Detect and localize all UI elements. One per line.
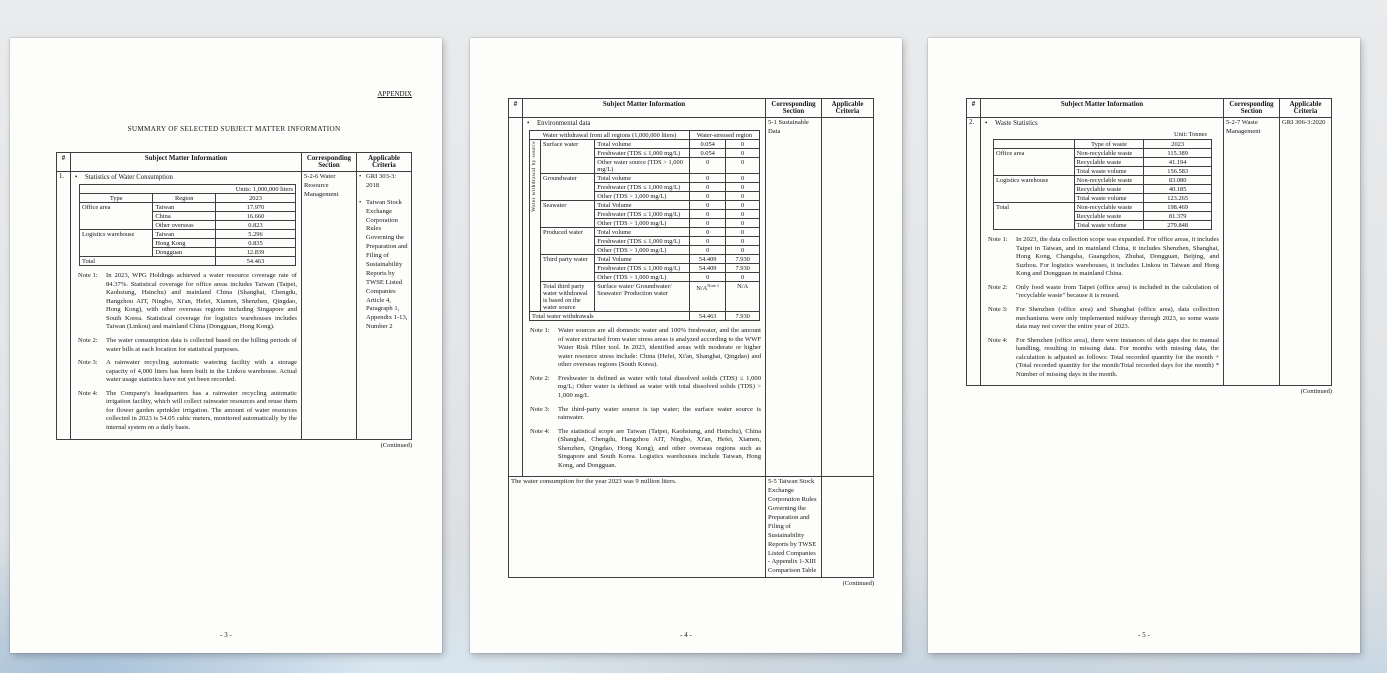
metric-cell: Freshwater (TDS ≤ 1,000 mg/L) [595, 237, 690, 246]
note [78, 359, 297, 385]
col-header-num: # [509, 99, 523, 118]
value-cell: 0 [689, 158, 725, 174]
value-cell: 81.379 [1144, 212, 1212, 221]
note [530, 375, 761, 401]
value-cell: 0.835 [216, 239, 296, 248]
corresponding-section: 5-2-6 Water Resource Management [302, 172, 357, 440]
source-cell: Produced water [540, 228, 594, 255]
value-cell: N/A [726, 282, 759, 312]
value-cell: 12.839 [216, 248, 296, 257]
source-cell: Groundwater [540, 174, 594, 201]
note-text: In 2023, WPG Holdings achieved a water resource coverage rate of 84.37%. Statistical coverage for office areas includes Taiwan (Taipei, Kaohsiung, Hsinchu) and mainland China (Shanghai, Chengdu, Hangzhou AIT, Ningbo, Xi'an, Hefei, Xiamen, Shenzhen, Qingdao, Hong Kong), with other overseas regions including Singapore and South Korea. Statistical coverage for logistics warehouses includes Taiwan (Linkou) and mainland China (Dongguan, Hong Kong). [106, 272, 297, 331]
subject-heading-text: Environmental data [537, 120, 591, 127]
metric-cell: Other (TDS > 1,000 mg/L) [595, 192, 690, 201]
bullet-icon: • [75, 174, 78, 181]
col-header-subject: Subject Matter Information [71, 153, 302, 172]
document-page-3 [10, 38, 442, 653]
value-cell: 0 [689, 246, 725, 255]
note [78, 337, 297, 354]
continued-label: (Continued) [380, 441, 412, 449]
applicable-criteria [822, 477, 874, 578]
note [988, 337, 1219, 380]
metric-cell: Freshwater (TDS ≤ 1,000 mg/L) [595, 264, 690, 273]
subject-cell [71, 172, 302, 440]
region-cell: Hong Kong [153, 239, 216, 248]
col-header-section: Corresponding Section [302, 153, 357, 172]
value-cell: 0 [726, 273, 759, 282]
summary-table-header-row [509, 99, 874, 118]
value-cell: 0 [689, 192, 725, 201]
value-cell: 83.080 [1144, 176, 1212, 185]
note-label: Note 3: [78, 359, 98, 367]
value-cell: 0 [726, 237, 759, 246]
value-cell: 198.469 [1144, 203, 1212, 212]
type-cell: Office area [80, 203, 153, 230]
value-cell: 0.054 [689, 149, 725, 158]
water-withdrawal-table [529, 130, 760, 321]
criteria-item [359, 199, 409, 332]
value-cell: 115.389 [1144, 149, 1212, 158]
value-cell: 5.296 [216, 230, 296, 239]
third-party-label: Total third party water withdrawal is based on the water source [540, 282, 594, 312]
note-label: Note 4: [78, 389, 98, 397]
table-row [994, 176, 1212, 185]
value-cell: 0 [726, 158, 759, 174]
water-consumption-statement: The water consumption for the year 2023 was 9 million liters. [509, 477, 766, 578]
waste-type-cell: Recyclable waste [1074, 185, 1144, 194]
table-row [530, 140, 760, 149]
col-header-subject: Subject Matter Information [523, 99, 766, 118]
total-row [80, 257, 296, 266]
note-reference: Note 1 [707, 282, 720, 288]
total-label: Total [80, 257, 216, 266]
side-label-cell [530, 140, 541, 312]
note [530, 406, 761, 423]
corresponding-section: 5-1 Sustainable Data [766, 118, 822, 477]
metric-cell: Other (TDS > 1,000 mg/L) [595, 273, 690, 282]
table-row [80, 230, 296, 239]
withdrawal-header-left: Water withdrawal from all regions (1,000,000 liters) [530, 131, 690, 140]
table-row [994, 149, 1212, 158]
subject-cell [523, 118, 766, 477]
metric-cell: Freshwater (TDS ≤ 1,000 mg/L) [595, 210, 690, 219]
note [78, 390, 297, 433]
note-text: For Shenzhen (office area) and Shanghai (office area), data collection mechanisms were only implemented midway through 2023, so some waste data may not cover the entire year of 2023. [1016, 305, 1219, 331]
col-2023: 2023 [216, 194, 296, 203]
document-page-4 [470, 38, 902, 653]
note-label: Note 3: [530, 405, 550, 413]
waste-statistics-table [993, 139, 1212, 230]
waste-type-cell: Recyclable waste [1074, 158, 1144, 167]
value-cell: 16.660 [216, 212, 296, 221]
row-number [509, 118, 523, 477]
metric-cell: Total volume [595, 140, 690, 149]
bullet-icon: • [985, 120, 988, 127]
metric-cell: Total Volume [595, 255, 690, 264]
note [988, 306, 1219, 332]
value-cell: 0 [689, 201, 725, 210]
subject-heading [985, 120, 1221, 127]
value-cell: 0 [726, 219, 759, 228]
value-cell: 0 [726, 192, 759, 201]
value-cell: 0.054 [689, 140, 725, 149]
unit-label: Unit: Tonnes [1174, 131, 1207, 138]
total-label: Total water withdrawals [530, 312, 690, 321]
page-number: - 4 - [680, 631, 692, 639]
value-cell: 7.930 [726, 255, 759, 264]
bullet-icon: • [527, 120, 530, 127]
value-cell: 17.970 [216, 203, 296, 212]
table-row [530, 255, 760, 264]
value-cell: 54.409 [689, 255, 725, 264]
value-cell: 0 [726, 210, 759, 219]
continued-label: (Continued) [842, 580, 874, 588]
value-cell: 0 [726, 228, 759, 237]
value-cell: 0 [726, 246, 759, 255]
value-cell: 0 [689, 273, 725, 282]
col-2023: 2023 [1144, 140, 1212, 149]
row-number: 1. [57, 172, 71, 440]
value-cell: 0.823 [216, 221, 296, 230]
table-row [530, 201, 760, 210]
value-cell: 41.194 [1144, 158, 1212, 167]
col-header-criteria: Applicable Criteria [1280, 99, 1332, 118]
table-row [994, 203, 1212, 212]
waste-type-cell: Recyclable waste [1074, 212, 1144, 221]
table-row [509, 477, 874, 578]
total-row [530, 312, 760, 321]
continued-label: (Continued) [1300, 388, 1332, 396]
document-title: SUMMARY OF SELECTED SUBJECT MATTER INFORMATION [127, 125, 341, 133]
page-3-content [10, 38, 442, 449]
total-value: 54.463 [689, 312, 725, 321]
note-text: For Shenzhen (office area), there were instances of data gaps due to manual handling, resulting in missing data. For months with missing data, the calculation is adjusted as follows: Total recorded quantity for the month + (Total recorded quantity for the month/Total recorded days for the month) * Number of missing days in the month. [1016, 336, 1219, 378]
col-blank [994, 140, 1075, 149]
col-header-section: Corresponding Section [766, 99, 822, 118]
table-row [967, 118, 1332, 386]
corresponding-section: 5-2-7 Waste Management [1224, 118, 1280, 386]
waste-type-cell: Total waste volume [1074, 221, 1144, 230]
note [988, 284, 1219, 301]
subject-heading [75, 174, 299, 181]
region-cell: Taiwan [153, 203, 216, 212]
col-header-criteria: Applicable Criteria [357, 153, 412, 172]
value-cell: 0 [689, 183, 725, 192]
region-cell: Taiwan [153, 230, 216, 239]
value-cell: 0 [689, 237, 725, 246]
note-label: Note 4: [988, 336, 1008, 344]
document-page-5 [928, 38, 1360, 653]
value-cell: $N/A^{Note 1}$ [689, 282, 725, 312]
criteria-text: Taiwan Stock Exchange Corporation Rules Governing the Preparation and Filing of Sustainability Reports by TWSE Listed Companies Article 4, Paragraph 1, Appendix 1-13, Number 2 [366, 198, 408, 331]
page-4-content [470, 98, 902, 587]
third-party-total-row [530, 282, 760, 312]
region-cell: China [153, 212, 216, 221]
waste-type-cell: Total waste volume [1074, 167, 1144, 176]
value-cell: 0 [726, 174, 759, 183]
note-text: The third-party water source is tap water; the surface water source is rainwater. [558, 405, 761, 422]
value-cell: 156.583 [1144, 167, 1212, 176]
metric-cell: Other (TDS > 1,000 mg/L) [595, 219, 690, 228]
corresponding-section: 5-5 Taiwan Stock Exchange Corporation Rules Governing the Preparation and Filing of Sustainability Reports by TWSE Listed Companies - Appendix 1-XIII Comparison Table [766, 477, 822, 578]
page-5-content [928, 98, 1360, 395]
withdrawal-header-right: Water-stressed region [689, 131, 759, 140]
note-label: Note 3: [988, 305, 1008, 313]
source-cell: Third party water [540, 255, 594, 282]
note-label: Note 2: [988, 283, 1008, 291]
table-row [530, 228, 760, 237]
total-value: 54.463 [216, 257, 296, 266]
summary-table [56, 152, 412, 440]
waste-type-cell: Non-recyclable waste [1074, 176, 1144, 185]
note-text: The Company's headquarters has a rainwater recycling automatic irrigation facility, which will collect rainwater resources and reuse them for flower garden sprinkler irrigation. The amount of water resources collected in 2023 is 54.05 cubic meters, monitored automatically by the internal system on a daily basis. [106, 389, 297, 431]
value-cell: 0 [726, 140, 759, 149]
table-row [509, 118, 874, 477]
note-text: In 2023, the data collection scope was expanded. For office areas, it includes Taipei in Taiwan, and in mainland China, it includes Shenzhen, Shanghai, Hong Kong, Changsha, Guangzhou, Zhuhai, Dongguan, Beijing, and Suzhou. For logistics warehouses, it includes Linkou in Taiwan and Hong Kong and Dongguan in mainland China. [1016, 236, 1219, 278]
col-header-num: # [967, 99, 981, 118]
value-cell: 0 [689, 219, 725, 228]
note-text: Water sources are all domestic water and 100% freshwater, and the amount of water extracted from water stress areas is analyzed according to the WWF Water Risk Filter tool. In 2023, identified areas with moderate or higher water resource stress include: China (Hefei, Xi'an, Shanghai, Qingdao) and other overseas regions (South Korea). [558, 327, 761, 369]
value-cell: 0 [689, 210, 725, 219]
water-consumption-table [79, 184, 296, 266]
metric-cell: Total Volume [595, 201, 690, 210]
note [530, 327, 761, 370]
value-cell: 0 [726, 149, 759, 158]
note-label: Note 1: [78, 272, 98, 279]
metric-cell: Freshwater (TDS ≤ 1,000 mg/L) [595, 183, 690, 192]
note [988, 236, 1219, 279]
metric-cell: Total volume [595, 228, 690, 237]
waste-type-cell: Non-recyclable waste [1074, 203, 1144, 212]
source-cell: Surface water [540, 140, 594, 174]
col-header-subject: Subject Matter Information [981, 99, 1224, 118]
note-text: Only food waste from Taipei (office area) is included in the calculation of "recyclable waste" because it is reused. [1016, 283, 1219, 300]
note-text: Freshwater is defined as water with total dissolved solids (TDS) ≤ 1,000 mg/L; Other water is defined as water with total dissolved solids (TDS) > 1,000 mg/L [558, 374, 761, 399]
summary-table [508, 98, 874, 578]
value-cell: 279.848 [1144, 221, 1212, 230]
col-type-of-waste: Type of waste [1074, 140, 1144, 149]
value-cell: 0 [689, 228, 725, 237]
summary-table-header-row [57, 153, 412, 172]
value-cell: 54.409 [689, 264, 725, 273]
note-label: Note 2: [530, 374, 550, 382]
total-value: 7.930 [726, 312, 759, 321]
row-number: 2. [967, 118, 981, 386]
applicable-criteria: GRI 306-3:2020 [1280, 118, 1332, 386]
note-label: Note 4: [530, 427, 550, 435]
subject-heading-text: Waste Statistics [995, 120, 1038, 127]
page-number: - 5 - [1138, 631, 1150, 639]
criteria-item [359, 173, 409, 191]
summary-table-header-row [967, 99, 1332, 118]
source-cell: Seawater [540, 201, 594, 228]
group-cell: Logistics warehouse [994, 176, 1075, 203]
metric-cell: Other water source (TDS > 1,000 mg/L) [595, 158, 690, 174]
appendix-label: APPENDIX [377, 90, 412, 98]
bullet-icon: • [359, 198, 362, 206]
col-type: Type [80, 194, 153, 203]
subject-heading [527, 120, 763, 127]
third-party-sources: Surface water/ Groundwater/ Seawater/ Production water [595, 282, 690, 312]
note-label: Note 1: [530, 327, 550, 334]
applicable-criteria [357, 172, 412, 440]
note-label: Note 2: [78, 336, 98, 344]
value-cell: 40.185 [1144, 185, 1212, 194]
summary-table [966, 98, 1332, 386]
table-row [80, 203, 296, 212]
metric-cell: Total volume [595, 174, 690, 183]
note-text: The statistical scope are Taiwan (Taipei, Kaohsiung, and Hsinchu), China (Shanghai, Chengdu, Hangzhou AIT, Ningbo, Xi'an, Hefei, Xiamen, Shenzhen, Qingdao, Hong Kong), and other overseas regions such as Singapore and South Korea. Logistics warehouses include Taiwan, Hong Kong, and Dongguan. [558, 427, 761, 469]
value-cell: 0 [726, 201, 759, 210]
group-cell: Office area [994, 149, 1075, 176]
metric-cell: Other (TDS > 1,000 mg/L) [595, 246, 690, 255]
criteria-text: GRI 303-3: 2018 [366, 173, 397, 189]
region-cell: Other overseas [153, 221, 216, 230]
note-text: The water consumption data is collected based on the billing periods of water bills at each location for statistical purposes. [106, 336, 297, 353]
note [78, 272, 297, 332]
bullet-icon: • [359, 173, 362, 180]
value-cell: 123.265 [1144, 194, 1212, 203]
note-text: A rainwater recycling automatic watering facility with a storage capacity of 4,000 liters has been built in the Linkou warehouse. Actual water usage statistics have not yet been recorded. [106, 359, 297, 384]
note [530, 428, 761, 471]
table-row [57, 172, 412, 440]
value-cell: 0 [689, 174, 725, 183]
region-cell: Dongguan [153, 248, 216, 257]
value-cell: 0 [726, 183, 759, 192]
units-label: Units: 1,000,000 liters [80, 185, 296, 194]
col-header-section: Corresponding Section [1224, 99, 1280, 118]
applicable-criteria [822, 118, 874, 477]
subject-heading-text: Statistics of Water Consumption [85, 174, 173, 181]
metric-cell: Freshwater (TDS ≤ 1,000 mg/L) [595, 149, 690, 158]
waste-type-cell: Non-recyclable waste [1074, 149, 1144, 158]
type-cell: Logistics warehouse [80, 230, 153, 257]
subject-cell [981, 118, 1224, 386]
group-cell: Total [994, 203, 1075, 230]
note-label: Note 1: [988, 236, 1008, 243]
col-header-criteria: Applicable Criteria [822, 99, 874, 118]
value-cell: 7.930 [726, 264, 759, 273]
col-header-num: # [57, 153, 71, 172]
col-region: Region [153, 194, 216, 203]
table-row [530, 174, 760, 183]
waste-type-cell: Total waste volume [1074, 194, 1144, 203]
side-label: Water withdrawal by source [531, 140, 538, 212]
page-number: - 3 - [220, 631, 232, 639]
